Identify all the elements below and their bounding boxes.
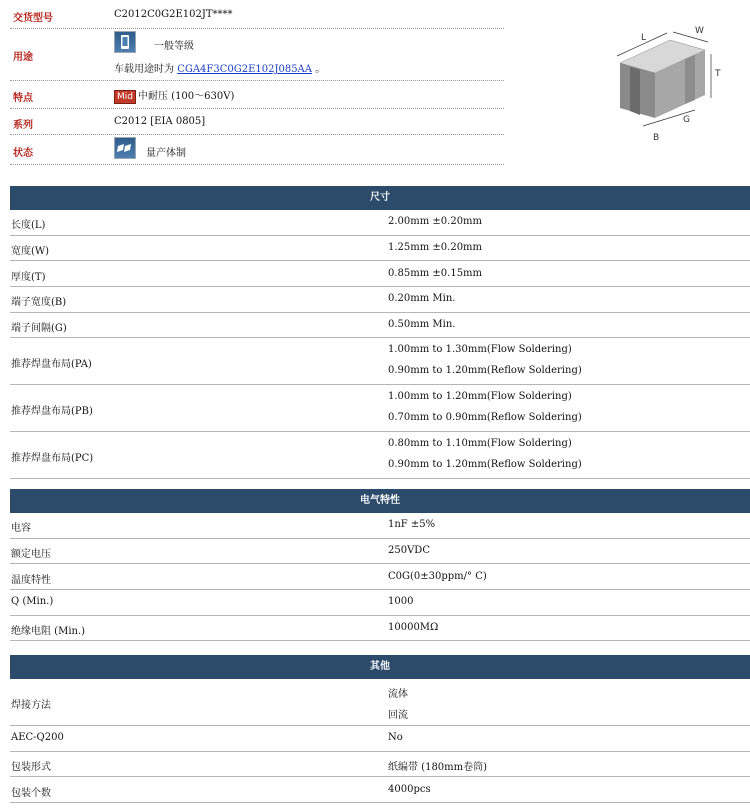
auto-grade-suffix: 。	[315, 64, 326, 75]
row-label: 焊接方法	[11, 700, 51, 711]
row-label: 电容	[11, 523, 31, 535]
row-value: 1.25mm ±0.20mm	[388, 242, 483, 254]
row-value: 1000	[388, 596, 414, 608]
table-row	[10, 564, 750, 590]
table-row	[10, 261, 750, 287]
row-value: 1.00mm to 1.30mm(Flow Soldering)	[388, 344, 572, 356]
auto-grade-text: 车载用途时为	[114, 64, 174, 75]
general-grade-icon	[114, 31, 136, 53]
auto-grade-link[interactable]: CGA4F3C0G2E102J085AA	[177, 64, 313, 75]
feature-value: 中耐压 (100～630V)	[137, 91, 235, 102]
table-row	[10, 679, 750, 726]
row-label: 宽度(W)	[11, 246, 50, 258]
row-label: 推荐焊盘布局(PA)	[11, 359, 92, 371]
row-value: 0.20mm Min.	[388, 293, 456, 305]
table-row	[10, 726, 750, 752]
feature-label: 特点	[13, 93, 33, 104]
part-number-value: C2012C0G2E102JT****	[114, 9, 233, 20]
row-label: 端子宽度(B)	[11, 297, 67, 309]
table-row	[10, 590, 750, 616]
row-value: 0.50mm Min.	[388, 319, 456, 331]
table-row	[10, 313, 750, 339]
series-value: C2012 [EIA 0805]	[114, 116, 206, 127]
table-row	[10, 338, 750, 385]
status-row	[10, 134, 504, 165]
row-value: C0G(0±30ppm/° C)	[388, 570, 487, 582]
row-label: 温度特性	[11, 574, 51, 586]
mass-production-icon	[114, 137, 136, 159]
row-value: 4000pcs	[388, 783, 431, 795]
feature-row	[10, 80, 504, 109]
row-value: 回流	[388, 710, 408, 721]
row-label: Q (Min.)	[11, 596, 54, 608]
usage-row	[10, 28, 504, 81]
terminal-left	[630, 67, 640, 115]
row-label: 额定电压	[11, 549, 51, 561]
table-row	[10, 432, 750, 479]
section-header: 其他	[10, 655, 750, 679]
row-value: 纸编带 (180mm卷筒)	[388, 762, 488, 774]
usage-label: 用途	[13, 52, 33, 63]
feature-value-wrap	[114, 87, 234, 104]
section-header: 电气特性	[10, 489, 750, 513]
diagram-label-G: G	[683, 115, 690, 125]
terminal-right	[685, 55, 695, 104]
table-row	[10, 236, 750, 262]
row-label: 长度(L)	[11, 220, 46, 232]
row-value: 1nF ±5%	[388, 519, 436, 531]
row-value: 0.90mm to 1.20mm(Reflow Soldering)	[388, 459, 582, 471]
series-label: 系列	[13, 120, 33, 131]
row-value: 0.90mm to 1.20mm(Reflow Soldering)	[388, 365, 582, 377]
table-row	[10, 616, 750, 642]
diagram-label-L: L	[641, 33, 647, 43]
row-label: 包装形式	[11, 762, 51, 774]
diagram-label-B: B	[653, 133, 660, 143]
table-row	[10, 777, 750, 803]
table-row	[10, 513, 750, 539]
status-value: 量产体制	[146, 148, 186, 159]
row-value: 10000MΩ	[388, 622, 439, 634]
part-number-label: 交货型号	[13, 13, 53, 24]
mid-voltage-badge: Mid	[114, 90, 136, 104]
dimensions-table	[10, 186, 750, 479]
row-label: 绝缘电阻 (Min.)	[11, 626, 86, 638]
diagram-label-W: W	[695, 26, 704, 36]
capacitor-dimension-diagram	[595, 18, 735, 148]
row-value: No	[388, 732, 403, 744]
table-row	[10, 539, 750, 565]
row-label: 推荐焊盘布局(PB)	[11, 406, 93, 418]
row-value: 0.70mm to 0.90mm(Reflow Soldering)	[388, 412, 582, 424]
section-header: 尺寸	[10, 186, 750, 210]
row-value: 流体	[388, 689, 408, 700]
row-label: AEC-Q200	[11, 732, 64, 744]
row-value: 0.80mm to 1.10mm(Flow Soldering)	[388, 438, 572, 450]
row-value: 0.85mm ±0.15mm	[388, 267, 483, 279]
part-number-row	[10, 0, 504, 29]
row-value: 2.00mm ±0.20mm	[388, 216, 483, 228]
usage-value: 一般等级	[154, 41, 194, 52]
row-label: 推荐焊盘布局(PC)	[11, 453, 94, 465]
row-label: 厚度(T)	[11, 271, 46, 283]
table-row	[10, 287, 750, 313]
row-label: 包装个数	[11, 787, 51, 799]
table-row	[10, 385, 750, 432]
status-label: 状态	[13, 148, 33, 159]
row-value: 1.00mm to 1.20mm(Flow Soldering)	[388, 391, 572, 403]
diagram-label-T: T	[715, 69, 721, 79]
table-row	[10, 752, 750, 778]
row-value: 250VDC	[388, 545, 430, 557]
table-row	[10, 210, 750, 236]
series-row	[10, 108, 504, 135]
row-label: 端子间隔(G)	[11, 323, 67, 335]
electrical-table	[10, 489, 750, 641]
other-table	[10, 655, 750, 803]
auto-grade-note	[114, 60, 325, 75]
